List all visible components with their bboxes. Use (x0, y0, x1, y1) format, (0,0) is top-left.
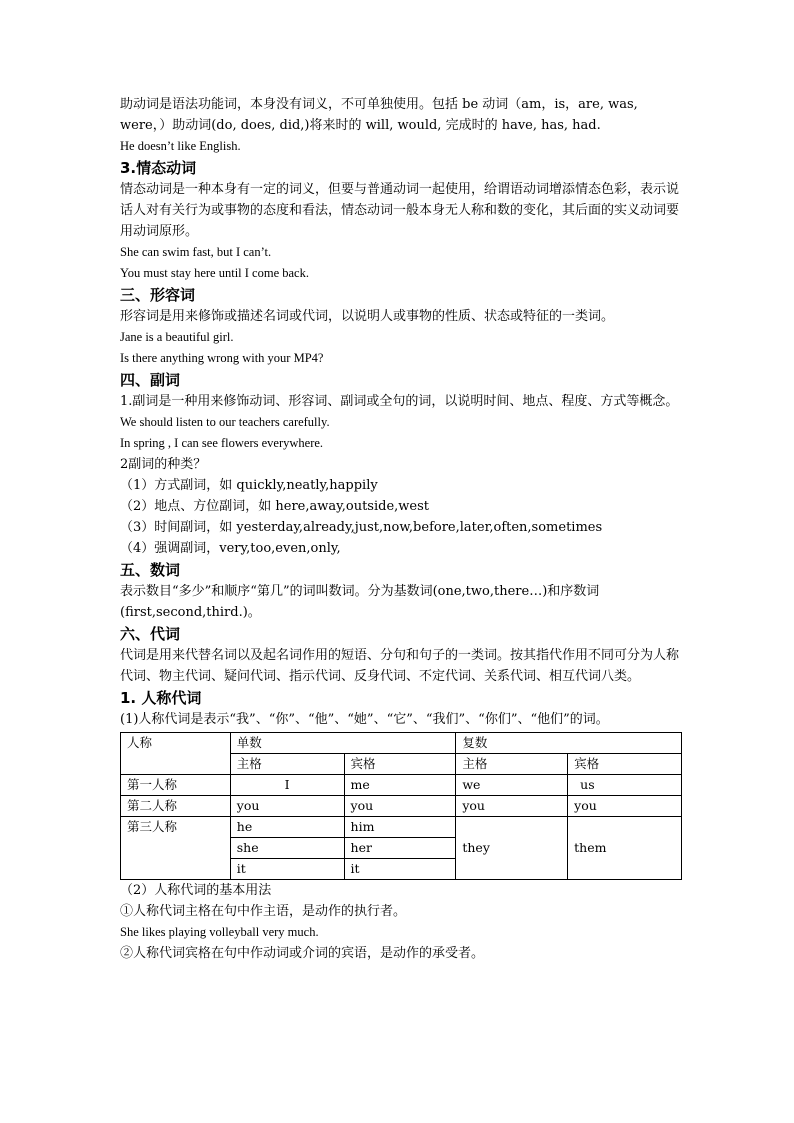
cell: them (568, 817, 682, 880)
adverb-kind-1: （1）方式副词，如 quickly,neatly,happily (120, 478, 378, 493)
table-header-row (121, 733, 682, 754)
header-plural-acc: 宾格 (568, 754, 682, 775)
cell: I (230, 775, 344, 796)
table-row (121, 796, 682, 817)
pronoun-heading: 六、代词 (120, 625, 181, 643)
usage-2: ②人称代词宾格在句中作动词或介词的宾语，是动作的承受者。 (120, 946, 485, 961)
header-singular: 单数 (230, 733, 456, 754)
usage-1-example: She likes playing volleyball very much. (120, 925, 319, 939)
header-singular-acc: 宾格 (344, 754, 456, 775)
header-plural-nom: 主格 (456, 754, 568, 775)
personal-pronoun-definition: (1)人称代词是表示“我”、“你”、“他”、“她”、“它”、“我们”、“你们”、“他们”的词。 (120, 712, 609, 727)
cell: it (344, 859, 456, 880)
adverb-kind-4: （4）强调副词，very,too,even,only, (120, 541, 341, 556)
modal-heading: 3.情态动词 (120, 159, 197, 177)
numeral-definition: 表示数目“多少”和顺序“第几”的词叫数词。分为基数词(one,two,there…)和序数词(first,second,third.)。 (120, 584, 600, 620)
cell: it (230, 859, 344, 880)
pronoun-definition: 代词是用来代替名词以及起名词作用的短语、分句和句子的一类词。按其指代作用不同可分为人称代词、物主代词、疑问代词、指示代词、反身代词、不定代词、关系代词、相互代词八类。 (120, 648, 680, 684)
header-singular-nom: 主格 (230, 754, 344, 775)
usage-heading: （2）人称代词的基本用法 (120, 883, 272, 898)
cell: him (344, 817, 456, 838)
cell: her (344, 838, 456, 859)
document-page (120, 94, 682, 964)
adverb-example-2: In spring , I can see flowers everywhere. (120, 436, 324, 450)
adverb-kind-3: （3）时间副词，如 yesterday,already,just,now,before,later,often,sometimes (120, 520, 603, 535)
adjective-heading: 三、形容词 (120, 286, 196, 304)
personal-pronoun-table (120, 732, 682, 880)
cell: you (230, 796, 344, 817)
cell: you (344, 796, 456, 817)
cell: you (568, 796, 682, 817)
row-label: 第一人称 (121, 775, 231, 796)
personal-pronoun-heading: 1. 人称代词 (120, 689, 202, 707)
cell: they (456, 817, 568, 880)
row-label: 第二人称 (121, 796, 231, 817)
numeral-heading: 五、数词 (120, 561, 181, 579)
adjective-example-1: Jane is a beautiful girl. (120, 330, 234, 344)
modal-definition: 情态动词是一种本身有一定的词义，但要与普通动词一起使用，给谓语动词增添情态色彩，表示说话人对有关行为或事物的态度和看法，情态动词一般本身无人称和数的变化，其后面的实义动词要用动词原形。 (120, 182, 680, 239)
cell: we (456, 775, 568, 796)
table-row (121, 775, 682, 796)
cell: he (230, 817, 344, 838)
adjective-definition: 形容词是用来修饰或描述名词或代词，以说明人或事物的性质、状态或特征的一类词。 (120, 309, 615, 324)
header-plural: 复数 (456, 733, 682, 754)
cell: me (344, 775, 456, 796)
cell: you (456, 796, 568, 817)
row-label: 第三人称 (121, 817, 231, 880)
table-row (121, 817, 682, 838)
adjective-example-2: Is there anything wrong with your MP4? (120, 351, 324, 365)
header-person: 人称 (121, 733, 231, 775)
adverb-heading: 四、副词 (120, 371, 181, 389)
aux-example: He doesn’t like English. (120, 139, 241, 153)
adverb-definition: 1.副词是一种用来修饰动词、形容词、副词或全句的词，以说明时间、地点、程度、方式等概念。 (120, 394, 679, 409)
adverb-kind-2: （2）地点、方位副词，如 here,away,outside,west (120, 499, 430, 514)
cell: us (568, 775, 682, 796)
usage-1: ①人称代词主格在句中作主语，是动作的执行者。 (120, 904, 407, 919)
modal-example-1: She can swim fast, but I can’t. (120, 245, 272, 259)
adverb-example-1: We should listen to our teachers carefully. (120, 415, 330, 429)
adverb-kinds-title: 2副词的种类？ (120, 457, 207, 472)
modal-example-2: You must stay here until I come back. (120, 266, 309, 280)
aux-definition: 助动词是语法功能词，本身没有词义，不可单独使用。包括 be 动词（am，is，are, was, were，）助动词(do, does, did,)将来时的 will, would, 完成时的 have, has, had. (120, 97, 638, 133)
cell: she (230, 838, 344, 859)
